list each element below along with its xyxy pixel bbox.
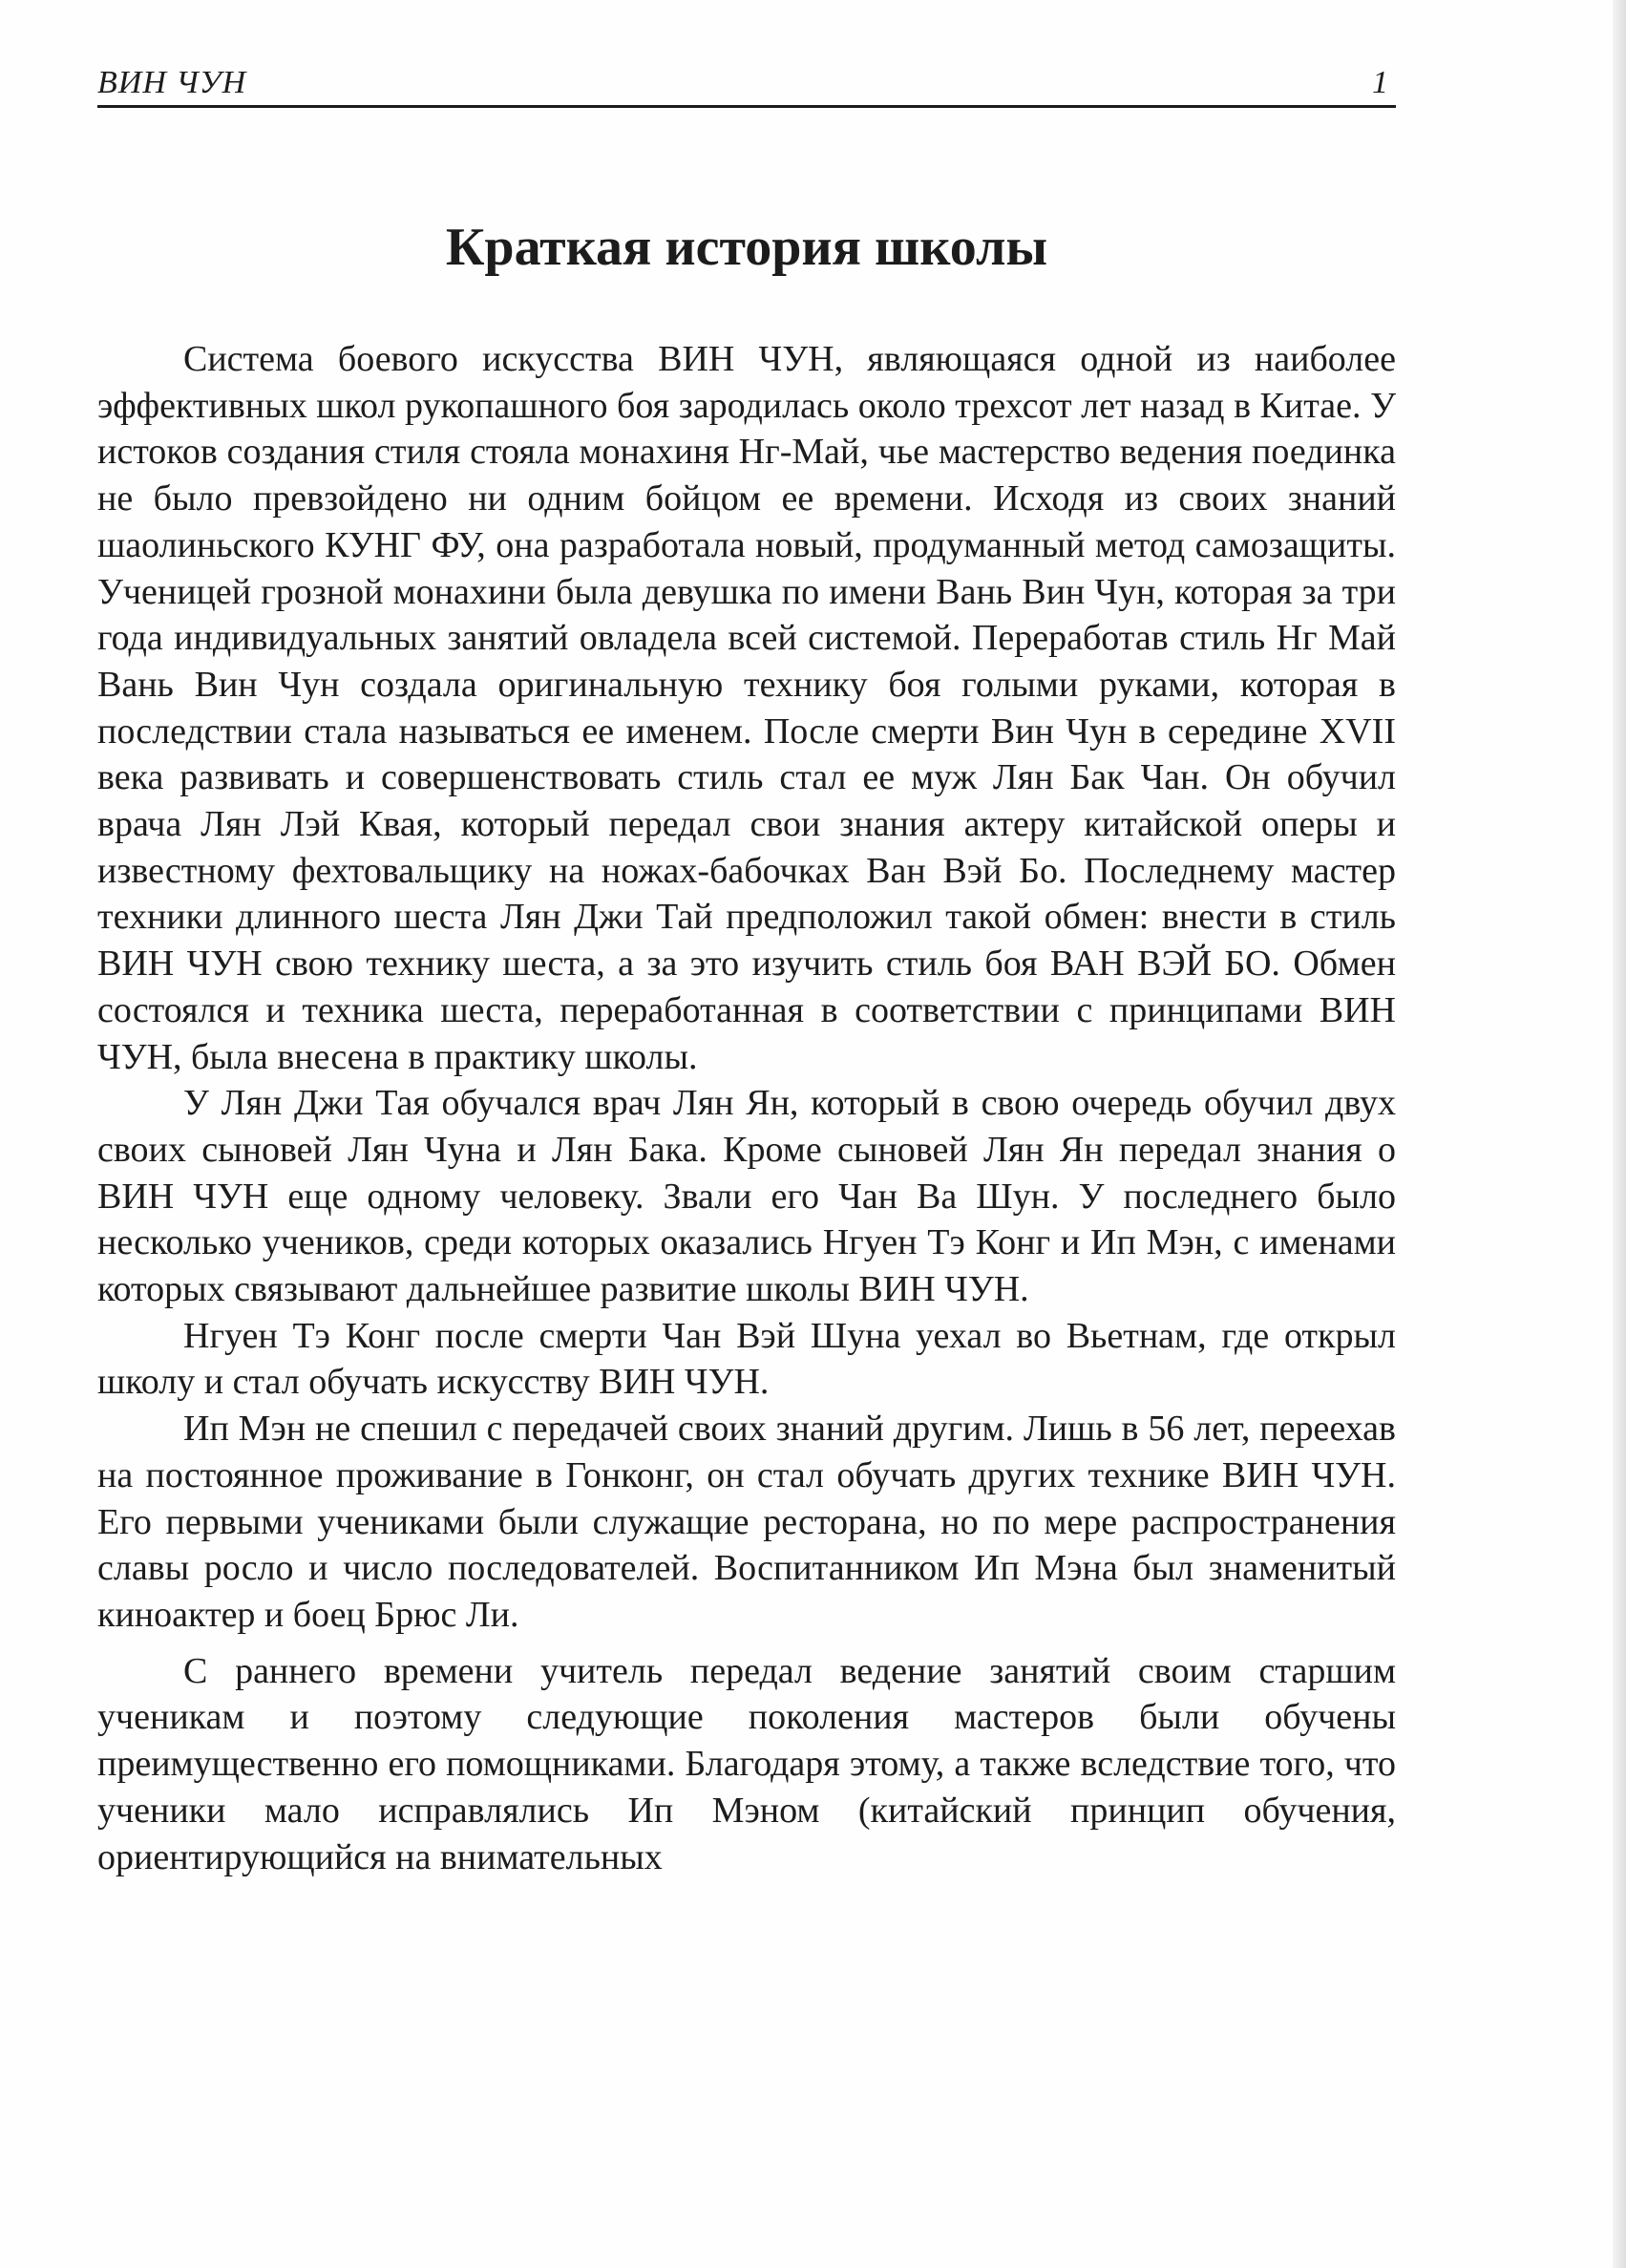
- chapter-title: Краткая история школы: [445, 218, 1048, 277]
- page-edge-shadow: [1613, 0, 1626, 2268]
- paragraph-history-origin: Система боевого искусства ВИН ЧУН, являющаяся одной из наиболее эффективных школ рукопашного боя зародилась около трехсот лет назад в Китае. У истоков создания стиля стояла монахиня Нг-Май, чье мастерство ведения поединка не было превзойдено ни одним бойцом ее времени. Исходя из своих знаний шаолиньского КУНГ ФУ, она разработала новый, продуманный метод самозащиты. Ученицей грозной монахини была девушка по имени Вань Вин Чун, которая за три года индивидуальных занятий овладела всей системой. Переработав стиль Нг Май Вань Вин Чун создала оригинальную технику боя голыми руками, которая в последствии стала называться ее именем. После смерти Вин Чун в середине XVII века развивать и совершенствовать стиль стал ее муж Лян Бак Чан. Он обучил врача Лян Лэй Квая, который передал свои знания актеру китайской оперы и известному фехтовальщику на ножах-бабочках Ван Вэй Бо. Последнему мастер техники длинного шеста Лян Джи Тай предположил такой обмен: внести в стиль ВИН ЧУН свою технику шеста, а за это изучить стиль боя ВАН ВЭЙ БО. Обмен состоялся и техника шеста, переработанная в соответствии с принципами ВИН ЧУН, была внесена в практику школы.: [97, 339, 1396, 1077]
- running-title: ВИН ЧУН: [97, 65, 247, 100]
- paragraph-ip-man: Ип Мэн не спешил с передачей своих знаний другим. Лишь в 56 лет, переехав на постоянное проживание в Гонконг, он стал обучать других технике ВИН ЧУН. Его первыми учениками были служащие ресторана, но по мере распространения славы росло и число последователей. Воспитанником Ип Мэна был знаменитый киноактер и боец Брюс Ли.: [97, 1409, 1396, 1635]
- paragraph-students: С раннего времени учитель передал ведение занятий своим старшим ученикам и поэтому следующие поколения мастеров были обучены преимущественно его помощниками. Благодаря этому, а также вследствие того, что ученики мало исправлялись Ип Мэном (китайский принцип обучения, ориентирующийся на внимательных: [97, 1650, 1396, 1877]
- running-header: [97, 63, 1396, 108]
- body-text: [97, 336, 1396, 1880]
- page-number: 1: [1372, 65, 1388, 100]
- paragraph-lyan-dzhi-tai: У Лян Джи Тая обучался врач Лян Ян, который в свою очередь обучил двух своих сыновей Лян Чуна и Лян Бака. Кроме сыновей Лян Ян передал знания о ВИН ЧУН еще одному человеку. Звали его Чан Ва Шун. У последнего было несколько учеников, среди которых оказались Нгуен Тэ Конг и Ип Мэн, с именами которых связывают дальнейшее развитие школы ВИН ЧУН.: [97, 1083, 1396, 1310]
- paragraph-nguyen-te-kong: Нгуен Тэ Конг после смерти Чан Вэй Шуна уехал во Вьетнам, где открыл школу и стал обучать искусству ВИН ЧУН.: [97, 1315, 1396, 1403]
